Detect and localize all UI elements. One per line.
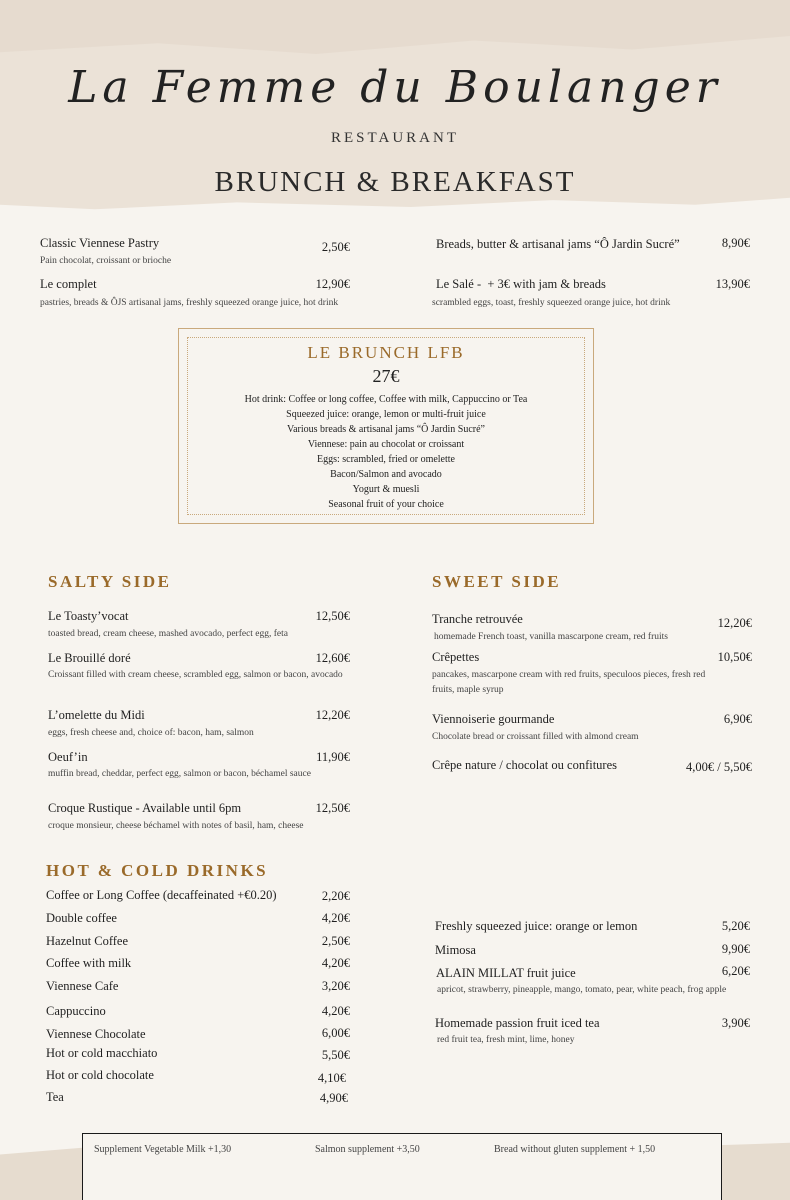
drink-item-name: Viennese Chocolate [46,1027,146,1041]
sweet-item-name: Tranche retrouvée [432,612,523,626]
brunch-line: Seasonal fruit of your choice [328,499,444,510]
drink-item-name: Double coffee [46,911,117,925]
sweet-item-name: Crêpettes [432,650,480,664]
sweet-item-name: Crêpe nature / chocolat ou confitures [432,758,617,772]
drink-item-price: 4,20€ [321,956,350,970]
breakfast-item-desc: pastries, breads & ÔJS artisanal jams, freshly squeezed orange juice, hot drink [40,298,339,308]
salty-section-title: SALTY SIDE [48,572,172,591]
salty-item-desc: eggs, fresh cheese and, choice of: bacon, ham, salmon [48,728,254,738]
breakfast-item-name: Classic Viennese Pastry [40,236,160,250]
drinks-section-title: HOT & COLD DRINKS [46,861,269,880]
breakfast-item-name: Breads, butter & artisanal jams “Ô Jardin Sucré” [436,237,680,251]
supplement-item: Salmon supplement +3,50 [315,1144,420,1155]
drink-item-price: 4,10€ [317,1071,346,1085]
drink-item-name: Tea [46,1090,64,1104]
drink-item-price: 4,20€ [321,911,350,925]
drink-item-name: Cappuccino [46,1004,106,1018]
salty-item-price: 12,20€ [315,708,350,722]
drink-item-price: 5,20€ [721,919,750,933]
drink-item-price: 3,20€ [321,979,350,993]
sweet-item-price: 6,90€ [723,712,752,726]
brunch-formula-box [178,328,594,524]
brunch-line: Various breads & artisanal jams “Ô Jardin Sucré” [287,424,485,435]
drink-item-desc: red fruit tea, fresh mint, lime, honey [437,1035,575,1045]
salty-item-price: 12,50€ [315,609,350,623]
drink-item-name: Mimosa [435,943,476,957]
brunch-line: Squeezed juice: orange, lemon or multi-fruit juice [286,409,486,420]
drink-item-price: 3,90€ [721,1016,750,1030]
salty-item-name: Croque Rustique - Available until 6pm [48,801,242,815]
salty-item-name: Oeuf’in [48,750,88,764]
brunch-line: Viennese: pain au chocolat or croissant [307,439,465,450]
brunch-title: LE BRUNCH LFB [307,343,465,362]
drink-item-price: 2,50€ [321,934,350,948]
drink-item-name: Homemade passion fruit iced tea [435,1016,600,1030]
drink-item-desc: apricot, strawberry, pineapple, mango, tomato, pear, white peach, frog apple [437,985,727,995]
salty-item-desc: muffin bread, cheddar, perfect egg, salmon or bacon, béchamel sauce [48,769,311,779]
breakfast-item-price: 2,50€ [321,240,350,254]
drink-item-name: Hot or cold macchiato [46,1046,158,1060]
drink-item-price: 6,20€ [721,964,750,978]
drink-item-price: 6,00€ [321,1026,350,1040]
drink-item-price: 2,20€ [321,889,350,903]
breakfast-item-price: 8,90€ [721,236,750,250]
salty-item-desc: Croissant filled with cream cheese, scrambled egg, salmon or bacon, avocado [48,670,343,680]
salty-item-price: 12,50€ [315,801,350,815]
brunch-line: Eggs: scrambled, fried or omelette [316,454,455,465]
drink-item-name: Coffee or Long Coffee (decaffeinated +€0.20) [46,888,277,902]
sweet-item-price: 4,00€ / 5,50€ [686,760,752,774]
sweet-item-name: Viennoiserie gourmande [432,712,555,726]
supplement-item: Bread without gluten supplement + 1,50 [494,1144,656,1155]
breakfast-item-name: Le Salé - + 3€ with jam & breads [436,277,606,291]
salty-item-desc: croque monsieur, cheese béchamel with notes of basil, ham, cheese [48,821,304,831]
salty-item-name: Le Toasty’vocat [48,609,129,623]
drink-item-price: 9,90€ [721,942,750,956]
salty-item-price: 11,90€ [316,750,350,764]
sweet-item-desc: pancakes, mascarpone cream with red fruits, speculoos pieces, fresh red fruits, maple syrup [432,670,706,695]
brunch-line: Yogurt & muesli [352,484,420,495]
drink-item-price: 4,90€ [319,1091,348,1105]
sweet-item-price: 12,20€ [717,616,752,630]
brunch-price: 27€ [372,366,400,386]
brunch-line: Hot drink: Coffee or long coffee, Coffee with milk, Cappuccino or Tea [244,394,528,405]
breakfast-item-name: Le complet [40,277,97,291]
page-title: BRUNCH & BREAKFAST [214,166,576,198]
sweet-item-desc: homemade French toast, vanilla mascarpone cream, red fruits [434,632,668,642]
restaurant-subtitle: RESTAURANT [331,130,459,146]
drink-item-name: Hazelnut Coffee [46,934,129,948]
salty-item-desc: toasted bread, cream cheese, mashed avocado, perfect egg, feta [48,629,289,639]
breakfast-item-price: 12,90€ [315,277,350,291]
restaurant-logo: La Femme du Boulanger [68,62,722,113]
sweet-item-price: 10,50€ [717,650,752,664]
salty-item-name: Le Brouillé doré [48,651,131,665]
drink-item-price: 4,20€ [321,1004,350,1018]
drink-item-name: ALAIN MILLAT fruit juice [436,966,576,980]
breakfast-item-price: 13,90€ [715,277,750,291]
sweet-section-title: SWEET SIDE [432,572,562,591]
drink-item-name: Coffee with milk [46,956,132,970]
drink-item-price: 5,50€ [321,1048,350,1062]
drink-item-name: Viennese Cafe [46,979,119,993]
breakfast-item-desc: Pain chocolat, croissant or brioche [40,256,172,266]
drink-item-name: Freshly squeezed juice: orange or lemon [435,919,638,933]
salty-item-name: L’omelette du Midi [48,708,145,722]
breakfast-item-desc: scrambled eggs, toast, freshly squeezed orange juice, hot drink [432,298,671,308]
brunch-line: Bacon/Salmon and avocado [330,469,442,480]
brunch-lines [179,392,593,512]
sweet-item-desc: Chocolate bread or croissant filled with almond cream [432,732,639,742]
drink-item-name: Hot or cold chocolate [46,1068,154,1082]
salty-item-price: 12,60€ [315,651,350,665]
supplement-item: Supplement Vegetable Milk +1,30 [94,1144,232,1155]
